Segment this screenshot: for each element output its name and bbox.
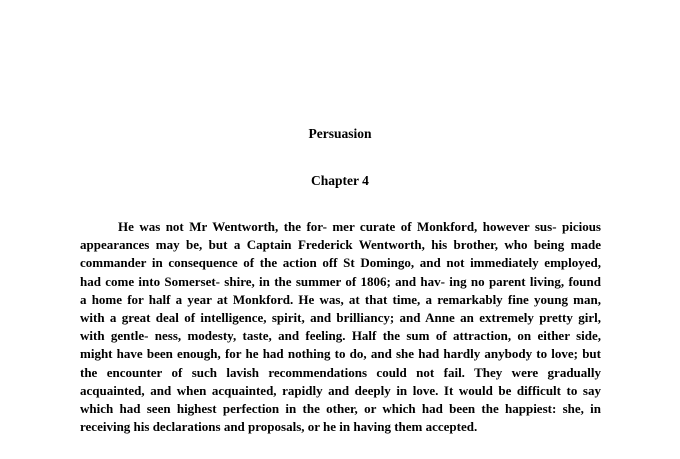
chapter-heading: Chapter 4 bbox=[311, 173, 369, 188]
paragraph-line: a home for half a year at Monkford. He was, at that time, a remarkably fine young man, bbox=[80, 291, 601, 307]
paragraph-line: with a great deal of intelligence, spirit, and brilliancy; and Anne an extremely pretty girl, bbox=[80, 310, 601, 326]
paragraph-line: commander in consequence of the action off St Domingo, and not immediately employed, bbox=[80, 255, 601, 271]
paragraph-line: which had seen highest perfection in the other, or which had been the happiest: she, in bbox=[80, 401, 601, 417]
book-title: Persuasion bbox=[308, 126, 372, 141]
paragraph-line: acquainted, and when acquainted, rapidly and deeply in love. It would be difficult to say bbox=[80, 382, 601, 398]
paragraph-line: receiving his declarations and proposals, or he in having them accepted. bbox=[80, 419, 478, 435]
paragraph-line: appearances may be, but a Captain Frederick Wentworth, his brother, who being made bbox=[80, 237, 601, 253]
paragraph-line: the encounter of such lavish recommendations could not fail. They were gradually bbox=[80, 364, 601, 380]
paragraph-line: with gentle- ness, modesty, taste, and feeling. Half the sum of attraction, on either side, bbox=[80, 328, 601, 344]
chapter-paragraph bbox=[80, 218, 601, 436]
paragraph-line: might have been enough, for he had nothing to do, and she had hardly anybody to love; but bbox=[80, 346, 601, 362]
paragraph-line: had come into Somerset- shire, in the summer of 1806; and hav- ing no parent living, found bbox=[80, 273, 601, 289]
paragraph-line: He was not Mr Wentworth, the for- mer curate of Monkford, however sus- picious bbox=[118, 219, 601, 234]
